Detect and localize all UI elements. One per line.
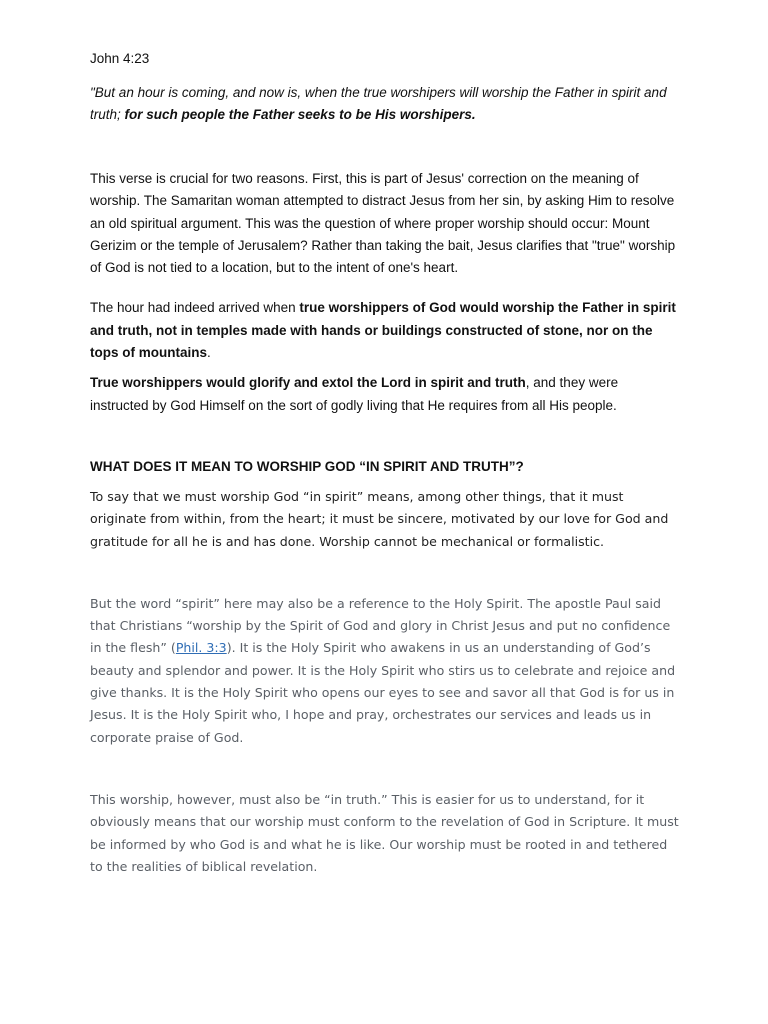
paragraph-crucial: This verse is crucial for two reasons. First, this is part of Jesus' correction on the meaning of worship. The Samaritan woman attempted to distract Jesus from her sin, by asking Him to resolve an old spiritual argument. This was the question of where proper worship should occur: Mount Gerizim or the temple of Jerusalem? Rather than taking the bait, Jesus clarifies that "true" worship of God is not tied to a location, but to the intent of one's heart. xyxy=(90,171,676,276)
section-paragraph-holy-spirit xyxy=(90,593,680,749)
verse-reference: John 4:23 xyxy=(90,51,150,66)
paragraph-hour-bold: true worshippers of God would worship the Father in spirit and truth, not in temples made with hands or buildings constructed of stone, nor on the tops of mountains xyxy=(90,300,676,361)
section-paragraph-in-spirit: To say that we must worship God “in spirit” means, among other things, that it must originate from within, from the heart; it must be sincere, motivated by our love for God and gratitude for all he is and has done. Worship cannot be mechanical or formalistic. xyxy=(90,488,669,549)
paragraph-hour-end: . xyxy=(207,345,211,361)
paragraph-true-worshippers-bold: True worshippers would glorify and extol the Lord in spirit and truth xyxy=(90,375,526,391)
paragraph-true-worshippers xyxy=(90,372,680,417)
holy-spirit-text-after: ). It is the Holy Spirit who awakens in us an understanding of God’s beauty and splendor and power. It is the Holy Spirit who stirs us to celebrate and rejoice and give thanks. It is the Holy Spirit who opens our eyes to see and savor all that God is for us in Jesus. It is the Holy Spirit who, I hope and pray, orchestrates our services and leads us in corporate praise of God. xyxy=(90,640,676,745)
paragraph-hour-plain: The hour had indeed arrived when xyxy=(90,300,300,316)
verse-quote-bold: for such people the Father seeks to be His worshipers. xyxy=(124,107,476,122)
document-page xyxy=(90,48,680,878)
paragraph-hour-arrived xyxy=(90,297,680,364)
verse-quote-plain: "But an hour is coming, and now is, when the true worshipers will worship the Father in spirit and truth; xyxy=(90,85,667,122)
holy-spirit-text-before: But the word “spirit” here may also be a reference to the Holy Spirit. The apostle Paul said that Christians “worship by the Spirit of God and glory in Christ Jesus and put no confidence in the flesh” ( xyxy=(90,595,671,656)
phil-3-3-link[interactable]: Phil. 3:3 xyxy=(175,640,227,656)
paragraph-true-worshippers-plain: , and they were instructed by God Himself on the sort of godly living that He requires from all His people. xyxy=(90,375,619,413)
verse-quote xyxy=(90,82,680,126)
section-heading: WHAT DOES IT MEAN TO WORSHIP GOD “IN SPIRIT AND TRUTH”? xyxy=(90,458,524,474)
section-paragraph-in-truth: This worship, however, must also be “in truth.” This is easier for us to understand, for it obviously means that our worship must conform to the revelation of God in Scripture. It must be informed by who God is and what he is like. Our worship must be rooted in and tethered to the realities of biblical revelation. xyxy=(90,791,679,874)
